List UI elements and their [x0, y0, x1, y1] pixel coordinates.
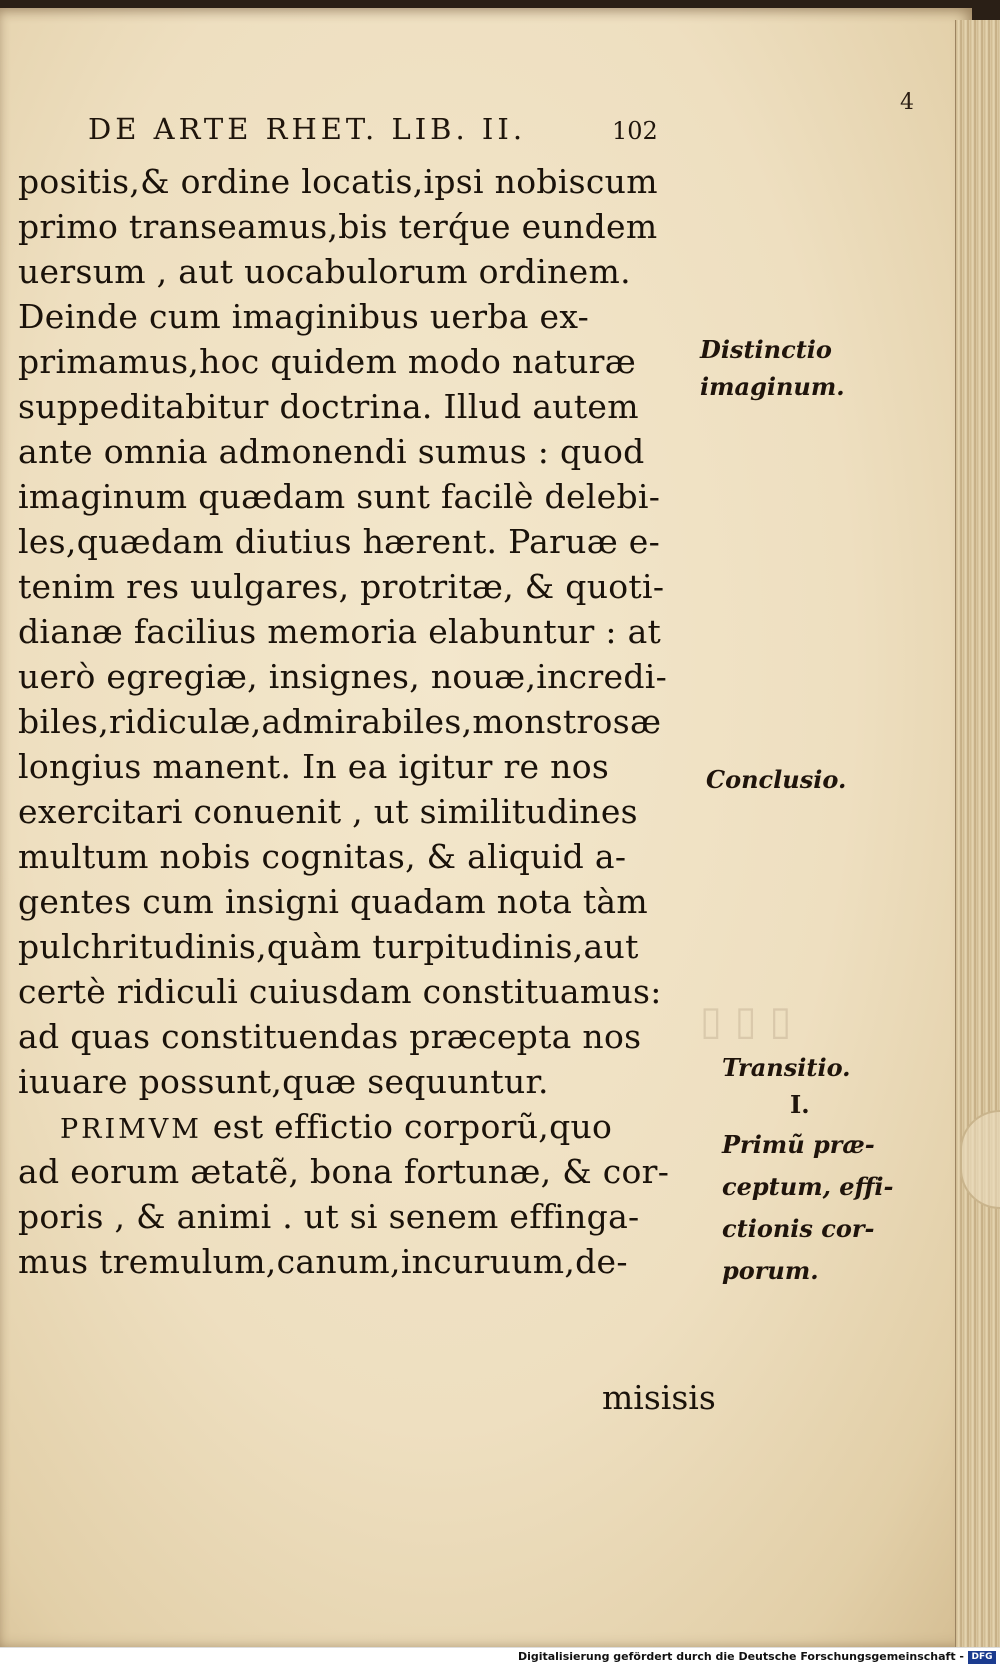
text-line: poris , & animi . ut si senem effinga- — [18, 1197, 640, 1236]
text-line: primamus,hoc quidem modo naturæ — [18, 342, 637, 381]
text-line: longius manent. In ea igitur re nos — [18, 747, 610, 786]
page-edge-stack — [955, 20, 1000, 1650]
funding-credit: Digitalisierung gefördert durch die Deutsche Forschungsgemeinschaft - — [517, 1650, 964, 1663]
text-line: suppeditabitur doctrina. Illud autem — [18, 387, 639, 426]
marginal-note-transitio: Transitio. — [722, 1053, 851, 1082]
text-line: tenim res uulgares, protritæ, & quoti- — [18, 567, 665, 606]
text-line: gentes cum insigni quadam nota tàm — [18, 882, 648, 921]
marginal-note-primum-4: porum. — [722, 1256, 819, 1285]
text-line: Deinde cum imaginibus uerba ex- — [18, 297, 590, 336]
text-line: les,quædam diutius hærent. Paruæ e- — [18, 522, 661, 561]
text-line: dianæ facilius memoria elabuntur : at — [18, 612, 662, 651]
text-line: ante omnia admonendi sumus : quod — [18, 432, 645, 471]
text-line: ad quas constituendas præcepta nos — [18, 1017, 642, 1056]
running-head: DE ARTE RHET. LIB. II. — [88, 112, 527, 146]
page-mark: 4 — [900, 90, 914, 115]
digitization-footer — [0, 1647, 1000, 1668]
marginal-note-primum-2: ceptum, effi- — [722, 1172, 894, 1201]
text-line: biles,ridiculæ,admirabiles,monstrosæ — [18, 702, 662, 741]
text-line: ad eorum ætatẽ, bona fortunæ, & cor- — [18, 1152, 670, 1191]
text-line: exercitari conuenit , ut similitudines — [18, 792, 638, 831]
text-line: uersum , aut uocabulorum ordinem. — [18, 252, 631, 291]
marginal-numeral: I. — [790, 1090, 810, 1119]
folio-number: 102 — [612, 117, 658, 145]
dfg-logo: DFG — [968, 1651, 996, 1664]
text-line: positis,& ordine locatis,ipsi nobiscum — [18, 162, 658, 201]
text-line: multum nobis cognitas, & aliquid a- — [18, 837, 627, 876]
text-line-primum — [60, 1105, 612, 1152]
marginal-note-imaginum: imaginum. — [700, 372, 845, 401]
marginal-note-conclusio: Conclusio. — [706, 765, 847, 794]
text-line: iuuare possunt,quæ sequuntur. — [18, 1062, 549, 1101]
catchword: misisis — [602, 1378, 716, 1417]
primum-small-caps: PRIMVM — [60, 1114, 202, 1145]
text-line-rest: est effictio corporũ,quo — [212, 1107, 613, 1146]
marginal-note-distinctio: Distinctio — [700, 335, 832, 364]
text-line: uerò egregiæ, insignes, nouæ,incredi- — [18, 657, 668, 696]
show-through-text: ▯ ▯ ▯ — [700, 998, 792, 1044]
text-line: mus tremulum,canum,incuruum,de- — [18, 1242, 628, 1281]
text-line: certè ridiculi cuiusdam constituamus: — [18, 972, 662, 1011]
marginal-note-primum-3: ctionis cor- — [722, 1214, 875, 1243]
marginal-note-primum-1: Primũ præ- — [722, 1130, 875, 1159]
text-line: pulchritudinis,quàm turpitudinis,aut — [18, 927, 639, 966]
text-line: imaginum quædam sunt facilè delebi- — [18, 477, 661, 516]
text-line: primo transeamus,bis terq́ue eundem — [18, 207, 658, 246]
